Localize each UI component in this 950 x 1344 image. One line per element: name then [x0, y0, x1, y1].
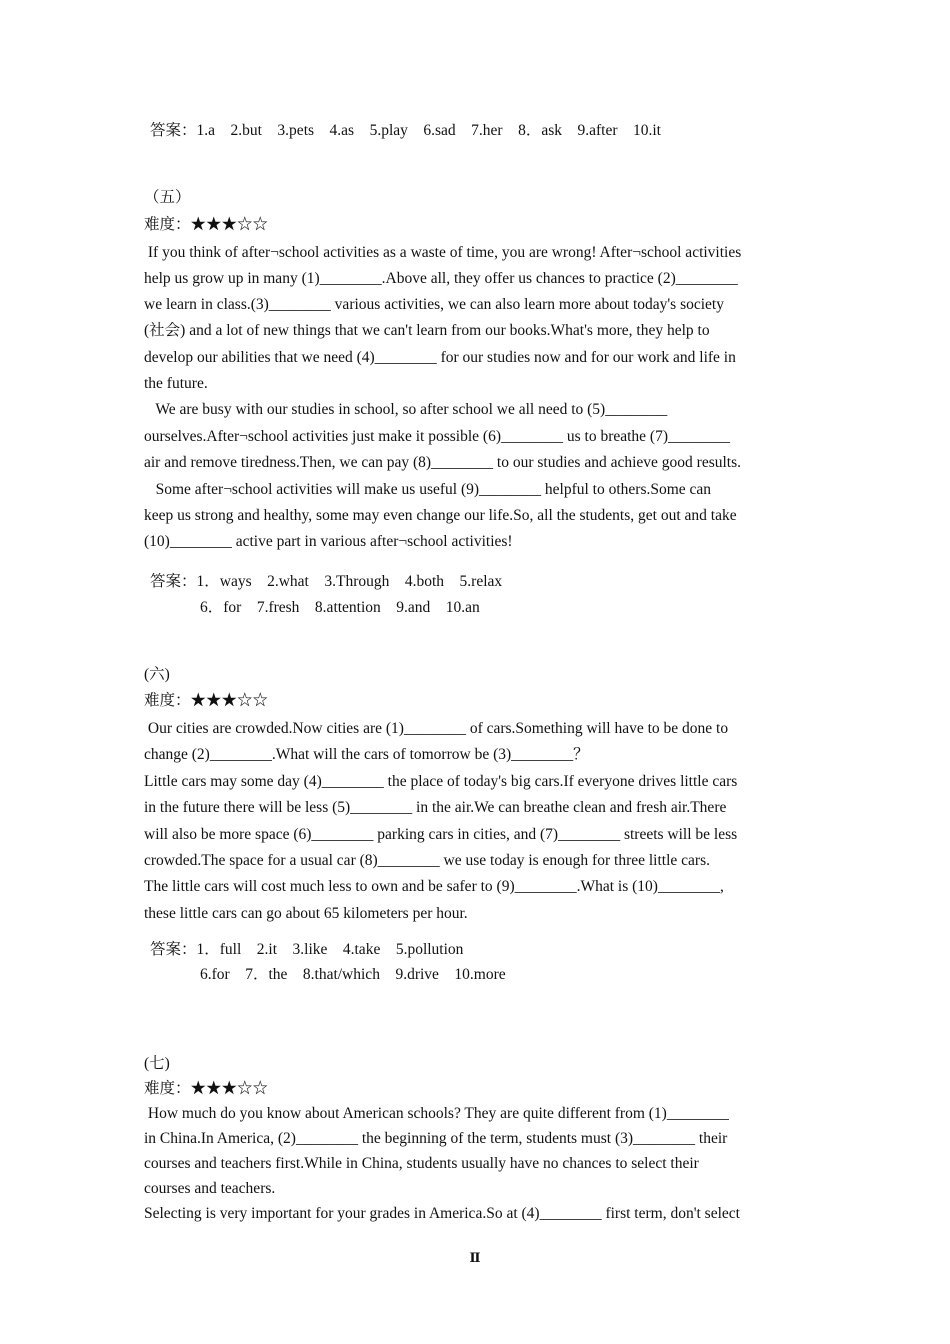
section-title-5: （五）	[144, 189, 191, 206]
passage-line: How much do you know about American schools? They are quite different from (1)________	[144, 1105, 729, 1122]
section-title-6: (六)	[144, 666, 170, 683]
difficulty-rating-5: 难度：★★★☆☆	[144, 216, 269, 233]
section-title-7: (七)	[144, 1055, 170, 1072]
answer-line-section4: 答案：1.a 2.but 3.pets 4.as 5.play 6.sad 7.her 8．ask 9.after 10.it	[150, 122, 661, 139]
passage-line: crowded.The space for a usual car (8)________ we use today is enough for three little cars.	[144, 852, 710, 869]
passage-line: help us grow up in many (1)________.Above all, they offer us chances to practice (2)________	[144, 270, 738, 287]
passage-line: courses and teachers.	[144, 1180, 276, 1197]
passage-line: Our cities are crowded.Now cities are (1)________ of cars.Something will have to be done to	[144, 720, 729, 737]
passage-line: change (2)________.What will the cars of tomorrow be (3)________？	[144, 746, 589, 763]
passage-line: (社会) and a lot of new things that we can't learn from our books.What's more, they help to	[144, 322, 710, 339]
passage-line: If you think of after¬school activities as a waste of time, you are wrong! After¬school activities	[144, 244, 742, 261]
answer-line-section5-continued: 6．for 7.fresh 8.attention 9.and 10.an	[200, 599, 480, 616]
difficulty-rating-6: 难度：★★★☆☆	[144, 692, 269, 709]
passage-line: we learn in class.(3)________ various activities, we can also learn more about today's society	[144, 296, 724, 313]
passage-line: Little cars may some day (4)________ the place of today's big cars.If everyone drives little cars	[144, 773, 738, 790]
passage-line: The little cars will cost much less to own and be safer to (9)________.What is (10)________,	[144, 878, 724, 895]
passage-line: air and remove tiredness.Then, we can pay (8)________ to our studies and achieve good results.	[144, 454, 742, 471]
page-number: Ⅱ	[469, 1250, 481, 1265]
passage-line: these little cars can go about 65 kilometers per hour.	[144, 905, 468, 922]
passage-line: the future.	[144, 375, 208, 392]
passage-line: Selecting is very important for your grades in America.So at (4)________ first term, don't select	[144, 1205, 740, 1222]
passage-line: We are busy with our studies in school, so after school we all need to (5)________	[144, 401, 668, 418]
answer-line-section5: 答案：1．ways 2.what 3.Through 4.both 5.relax	[150, 573, 503, 590]
passage-line: ourselves.After¬school activities just make it possible (6)________ us to breathe (7)________	[144, 428, 731, 445]
passage-line: Some after¬school activities will make us useful (9)________ helpful to others.Some can	[144, 481, 712, 498]
answer-line-section6: 答案：1．full 2.it 3.like 4.take 5.pollution	[150, 941, 464, 958]
passage-line: in China.In America, (2)________ the beginning of the term, students must (3)________ their	[144, 1130, 728, 1147]
answer-line-section6-continued: 6.for 7．the 8.that/which 9.drive 10.more	[200, 966, 506, 983]
passage-line: in the future there will be less (5)________ in the air.We can breathe clean and fresh air.There	[144, 799, 727, 816]
difficulty-rating-7: 难度：★★★☆☆	[144, 1080, 269, 1097]
passage-line: (10)________ active part in various after¬school activities!	[144, 533, 513, 550]
passage-line: will also be more space (6)________ parking cars in cities, and (7)________ streets will be less	[144, 826, 738, 843]
passage-line: keep us strong and healthy, some may even change our life.So, all the students, get out and take	[144, 507, 737, 524]
passage-line: develop our abilities that we need (4)________ for our studies now and for our work and life in	[144, 349, 736, 366]
passage-line: courses and teachers first.While in China, students usually have no chances to select their	[144, 1155, 699, 1172]
